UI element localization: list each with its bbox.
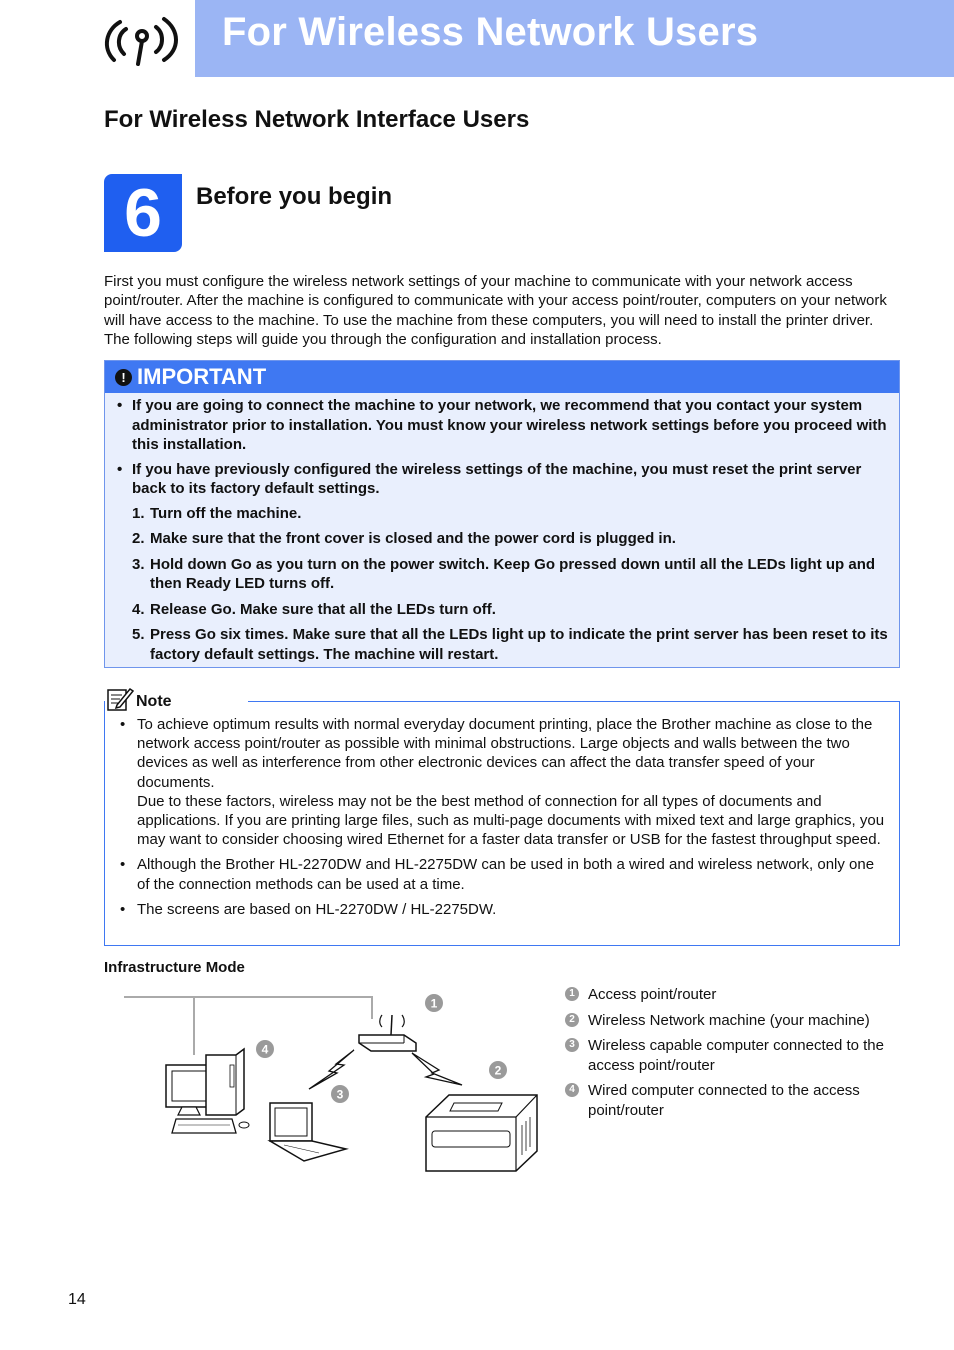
important-bullets	[105, 393, 899, 499]
step-text: Release Go. Make sure that all the LEDs turn off.	[150, 600, 496, 618]
note-title: Note	[136, 693, 172, 710]
legend-text: Wired computer connected to the access point/router	[588, 1082, 860, 1119]
page-title: For Wireless Network Users	[222, 10, 759, 54]
legend-text: Access point/router	[588, 986, 717, 1003]
step-text: Press Go six times. Make sure that all the LEDs light up to indicate the print server has been reset to its factory default settings. The machine will restart.	[150, 626, 888, 663]
step-text: Hold down Go as you turn on the power switch. Keep Go pressed down until all the LEDs light up and then Ready LED turns off.	[150, 555, 876, 592]
important-header	[105, 361, 899, 393]
diagram-marker-3	[331, 1085, 349, 1103]
note-paragraph: • Although the Brother HL-2270DW and HL-2275DW can be used in both a wired and wireless network, only one of the connection methods can be used at a time.	[137, 856, 875, 893]
diagram-legend	[565, 985, 905, 1126]
wireless-logo-icon	[100, 10, 190, 70]
step-num: 4.	[132, 600, 145, 618]
svg-text:4: 4	[261, 1042, 269, 1057]
important-bullet: • If you have previously configured the wireless settings of the machine, you must reset the print server back to its factory default settings.	[117, 460, 889, 499]
step-number: 6	[124, 175, 162, 251]
legend-item	[565, 1011, 905, 1031]
legend-marker: 3	[565, 1038, 579, 1052]
diagram-marker-1	[425, 994, 443, 1012]
note-paragraph: Due to these factors, wireless may not be the best method of connection for all types of documents and applications. If you are printing large files, such as multi-page documents with mixed text and large graphics, you may want to consider choosing wired Ethernet for a faster data transfer or USB for the fastest throughput speed.	[137, 792, 885, 849]
reset-step	[132, 529, 889, 549]
reset-step	[132, 504, 889, 524]
step-num: 5.	[132, 626, 145, 643]
legend-marker: 4	[565, 1083, 579, 1097]
exclamation-icon: !	[115, 369, 132, 386]
legend-item	[565, 1081, 905, 1120]
reset-steps-list	[105, 504, 899, 665]
legend-item	[565, 985, 905, 1005]
important-title: IMPORTANT	[137, 364, 267, 389]
wireless-signal-left	[309, 1050, 354, 1089]
infrastructure-diagram	[104, 985, 544, 1180]
printer-icon	[426, 1095, 537, 1171]
note-list	[105, 701, 899, 919]
legend-marker: 1	[565, 987, 579, 1001]
important-box	[104, 360, 900, 668]
diagram-marker-2	[489, 1061, 507, 1079]
diagram-marker-4	[256, 1040, 274, 1058]
page-number: 14	[68, 1291, 86, 1308]
router-icon	[359, 1015, 416, 1051]
step-text: Make sure that the front cover is closed and the power cord is plugged in.	[150, 530, 676, 547]
step-text: Turn off the machine.	[150, 504, 302, 522]
step-number-badge	[104, 174, 182, 252]
step-num: 3.	[132, 555, 145, 573]
note-paragraph: • The screens are based on HL-2270DW / HL-2275DW.	[137, 900, 497, 918]
svg-text:3: 3	[336, 1087, 344, 1102]
desktop-computer-icon	[166, 1049, 249, 1133]
intro-paragraph: First you must configure the wireless network settings of your machine to communicate with your network access point/router. After the machine is configured to communicate with your access point/router, computers on your network will have access to the machine. To use the machine from these computers, you will need to install the printer driver. The following steps will guide you through the configuration and installation process.	[104, 273, 887, 348]
legend-text: Wireless Network machine (your machine)	[588, 1011, 870, 1029]
wireless-signal-right	[412, 1053, 462, 1085]
step-num: 2.	[132, 530, 145, 547]
svg-text:2: 2	[494, 1063, 502, 1078]
legend-text: Wireless capable computer connected to the access point/router	[588, 1037, 884, 1074]
section-heading: For Wireless Network Interface Users	[104, 106, 530, 133]
reset-step	[132, 555, 889, 594]
note-paragraph: • To achieve optimum results with normal everyday document printing, place the Brother machine as close to the network access point/router as possible with minimal obstructions. Large objects and walls between the two devices as well as interference from other electronic devices can affect the data transfer speed of your documents.	[137, 716, 873, 791]
ethernet-cable	[124, 997, 372, 1055]
legend-marker: 2	[565, 1013, 579, 1027]
reset-step	[132, 600, 889, 620]
reset-step	[132, 625, 889, 664]
legend-item	[565, 1036, 905, 1075]
note-item	[119, 715, 885, 849]
note-item	[119, 855, 885, 893]
svg-text:1: 1	[430, 996, 438, 1011]
laptop-icon	[270, 1103, 346, 1161]
note-box	[104, 701, 900, 946]
note-item	[119, 900, 885, 919]
step-title: Before you begin	[196, 183, 393, 210]
step-num: 1.	[132, 504, 145, 522]
infrastructure-title: Infrastructure Mode	[104, 959, 245, 976]
important-bullet: • If you are going to connect the machine to your network, we recommend that you contact your system administrator prior to installation. You must know your wireless network settings before you proceed with this installation.	[117, 396, 889, 455]
